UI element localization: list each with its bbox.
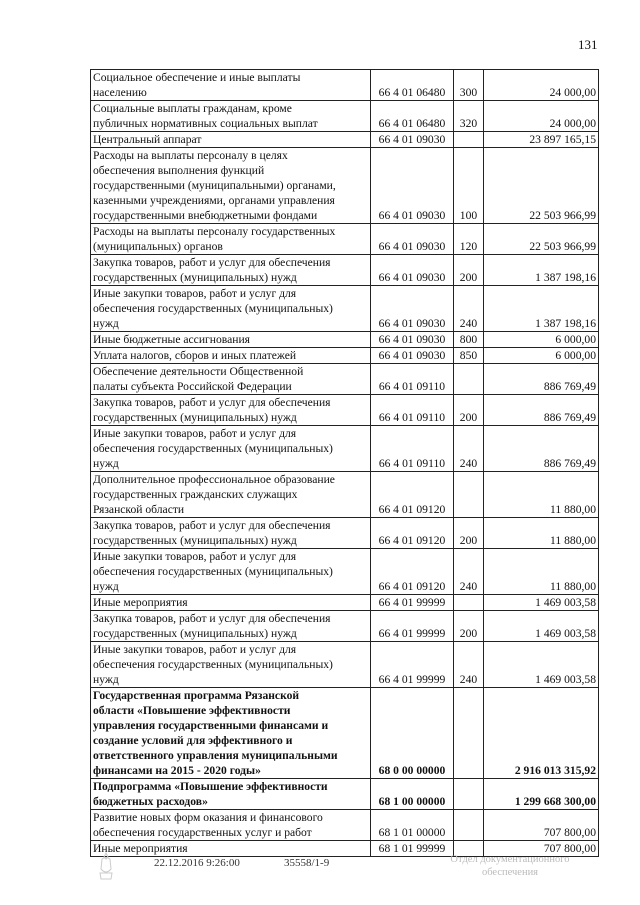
row-name: Уплата налогов, сборов и иных платежей	[91, 348, 371, 364]
row-code: 66 4 01 09030	[371, 332, 454, 348]
table-row	[91, 70, 599, 101]
row-amount: 886 769,49	[484, 395, 599, 426]
row-amount: 1 299 668 300,00	[484, 779, 599, 810]
row-amount: 11 880,00	[484, 549, 599, 595]
row-expense-type	[454, 472, 484, 518]
row-expense-type: 100	[454, 148, 484, 224]
row-code: 66 4 01 09030	[371, 148, 454, 224]
table-row	[91, 255, 599, 286]
row-expense-type	[454, 132, 484, 148]
row-expense-type	[454, 810, 484, 841]
row-expense-type: 120	[454, 224, 484, 255]
row-expense-type: 850	[454, 348, 484, 364]
row-expense-type: 240	[454, 642, 484, 688]
budget-table	[90, 69, 599, 857]
row-code: 66 4 01 06480	[371, 101, 454, 132]
table-row	[91, 595, 599, 611]
row-name: Социальные выплаты гражданам, кроме публичных нормативных социальных выплат	[91, 101, 371, 132]
row-code: 66 4 01 09030	[371, 348, 454, 364]
row-expense-type: 300	[454, 70, 484, 101]
row-expense-type	[454, 364, 484, 395]
footer	[0, 854, 640, 887]
row-code: 68 0 00 00000	[371, 688, 454, 779]
footer-date: 22.12.2016 9:26:00	[154, 857, 240, 869]
row-name: Иные закупки товаров, работ и услуг для обеспечения государственных (муниципальных) нужд	[91, 286, 371, 332]
table-row	[91, 348, 599, 364]
row-amount: 1 469 003,58	[484, 595, 599, 611]
row-name: Государственная программа Рязанской области «Повышение эффективности управления государственными финансами и создание условий для эффективного и ответственного управления муниципальными финансами на 2015 - 2020 годы»	[91, 688, 371, 779]
row-name: Обеспечение деятельности Общественной палаты субъекта Российской Федерации	[91, 364, 371, 395]
row-expense-type: 200	[454, 518, 484, 549]
table-row	[91, 101, 599, 132]
row-expense-type: 240	[454, 286, 484, 332]
row-name: Подпрограмма «Повышение эффективности бюджетных расходов»	[91, 779, 371, 810]
row-expense-type: 320	[454, 101, 484, 132]
coat-of-arms-icon	[96, 851, 116, 883]
row-code: 66 4 01 99999	[371, 595, 454, 611]
table-row	[91, 148, 599, 224]
table-row	[91, 810, 599, 841]
row-code: 66 4 01 09030	[371, 255, 454, 286]
table-row	[91, 286, 599, 332]
footer-stamp-line2: обеспечения	[481, 867, 539, 878]
page-number: 131	[578, 37, 598, 52]
row-name: Закупка товаров, работ и услуг для обеспечения государственных (муниципальных) нужд	[91, 518, 371, 549]
row-amount: 24 000,00	[484, 101, 599, 132]
row-amount: 22 503 966,99	[484, 148, 599, 224]
row-amount: 24 000,00	[484, 70, 599, 101]
row-code: 68 1 00 00000	[371, 779, 454, 810]
row-code: 66 4 01 09110	[371, 364, 454, 395]
row-code: 66 4 01 09030	[371, 286, 454, 332]
row-amount: 2 916 013 315,92	[484, 688, 599, 779]
row-amount: 886 769,49	[484, 426, 599, 472]
row-name: Иные закупки товаров, работ и услуг для обеспечения государственных (муниципальных) нужд	[91, 549, 371, 595]
row-expense-type: 200	[454, 255, 484, 286]
table-row	[91, 688, 599, 779]
table-row	[91, 611, 599, 642]
row-name: Расходы на выплаты персоналу в целях обеспечения выполнения функций государственными (муниципальными) органами, казенными учреждениями, органами управления государственными внебюджетными фондами	[91, 148, 371, 224]
row-code: 66 4 01 09120	[371, 549, 454, 595]
row-name: Закупка товаров, работ и услуг для обеспечения государственных (муниципальных) нужд	[91, 395, 371, 426]
row-amount: 6 000,00	[484, 348, 599, 364]
row-amount: 6 000,00	[484, 332, 599, 348]
table-row	[91, 549, 599, 595]
row-name: Социальное обеспечение и иные выплаты населению	[91, 70, 371, 101]
row-code: 66 4 01 09110	[371, 395, 454, 426]
row-amount: 1 387 198,16	[484, 286, 599, 332]
row-expense-type	[454, 595, 484, 611]
row-name: Иные закупки товаров, работ и услуг для обеспечения государственных (муниципальных) нужд	[91, 426, 371, 472]
table-row	[91, 779, 599, 810]
row-name: Закупка товаров, работ и услуг для обеспечения государственных (муниципальных) нужд	[91, 611, 371, 642]
row-amount: 1 387 198,16	[484, 255, 599, 286]
row-expense-type: 800	[454, 332, 484, 348]
row-name: Расходы на выплаты персоналу государственных (муниципальных) органов	[91, 224, 371, 255]
table-row	[91, 472, 599, 518]
table-row	[91, 518, 599, 549]
row-code: 66 4 01 06480	[371, 70, 454, 101]
row-expense-type: 200	[454, 395, 484, 426]
row-amount: 22 503 966,99	[484, 224, 599, 255]
table-row	[91, 395, 599, 426]
row-expense-type	[454, 779, 484, 810]
row-amount: 707 800,00	[484, 810, 599, 841]
row-expense-type: 240	[454, 426, 484, 472]
row-name: Иные мероприятия	[91, 841, 371, 857]
row-code: 66 4 01 09030	[371, 132, 454, 148]
row-amount: 1 469 003,58	[484, 642, 599, 688]
row-name: Центральный аппарат	[91, 132, 371, 148]
row-code: 66 4 01 09120	[371, 472, 454, 518]
footer-stamp-line1: Отдел документационного	[450, 854, 570, 865]
row-expense-type: 240	[454, 549, 484, 595]
row-name: Дополнительное профессиональное образование государственных гражданских служащих Рязанской области	[91, 472, 371, 518]
row-code: 68 1 01 99999	[371, 841, 454, 857]
table-row	[91, 332, 599, 348]
table-row	[91, 642, 599, 688]
table-row	[91, 426, 599, 472]
footer-stamp	[440, 853, 580, 879]
row-code: 66 4 01 99999	[371, 642, 454, 688]
row-code: 66 4 01 09120	[371, 518, 454, 549]
table-row	[91, 132, 599, 148]
row-code: 66 4 01 09030	[371, 224, 454, 255]
row-amount: 886 769,49	[484, 364, 599, 395]
table-row	[91, 364, 599, 395]
row-amount: 707 800,00	[484, 841, 599, 857]
row-expense-type	[454, 688, 484, 779]
row-amount: 11 880,00	[484, 518, 599, 549]
row-amount: 23 897 165,15	[484, 132, 599, 148]
row-expense-type: 200	[454, 611, 484, 642]
row-name: Развитие новых форм оказания и финансового обеспечения государственных услуг и работ	[91, 810, 371, 841]
table-row	[91, 224, 599, 255]
row-name: Иные закупки товаров, работ и услуг для обеспечения государственных (муниципальных) нужд	[91, 642, 371, 688]
row-code: 66 4 01 99999	[371, 611, 454, 642]
row-amount: 11 880,00	[484, 472, 599, 518]
row-code: 66 4 01 09110	[371, 426, 454, 472]
row-amount: 1 469 003,58	[484, 611, 599, 642]
row-name: Иные мероприятия	[91, 595, 371, 611]
budget-table-body	[91, 70, 599, 857]
row-name: Иные бюджетные ассигнования	[91, 332, 371, 348]
row-code: 68 1 01 00000	[371, 810, 454, 841]
footer-doc-number: 35558/1-9	[284, 857, 330, 869]
row-name: Закупка товаров, работ и услуг для обеспечения государственных (муниципальных) нужд	[91, 255, 371, 286]
